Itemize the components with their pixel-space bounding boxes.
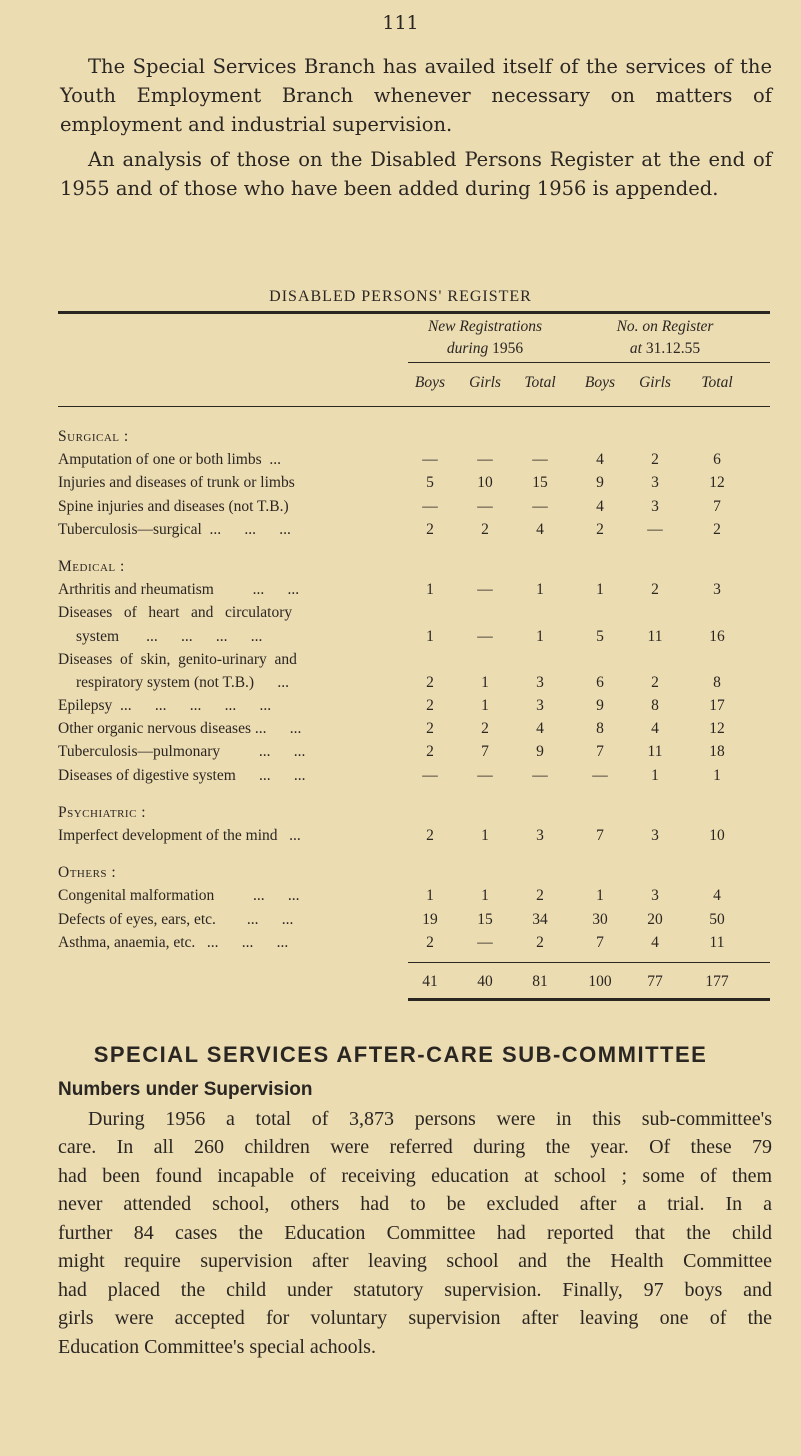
cell-value: 2 — [596, 520, 604, 538]
cell-value: 4 — [536, 520, 544, 538]
section-label: Psychiatric : — [58, 803, 147, 821]
group-heading-line: New Registrations — [427, 318, 543, 335]
cell-value: 9 — [536, 743, 544, 761]
cell-value: 18 — [709, 743, 725, 761]
cell-value: 2 — [651, 581, 659, 599]
column-header-boys: Boys — [584, 374, 616, 391]
row-label: Amputation of one or both limbs ... — [58, 451, 282, 469]
cell-value: 2 — [536, 887, 544, 905]
paragraph-line: never attended school, others had to be excluded after a trial. In a — [58, 1193, 772, 1215]
cell-value: 1 — [426, 887, 434, 905]
section-label: Surgical : — [58, 428, 129, 445]
cell-value: 2 — [426, 520, 434, 538]
table-top-rule — [58, 311, 770, 314]
column-header-total: Total — [524, 374, 556, 391]
cell-value: 34 — [532, 910, 548, 928]
paragraph-line: might require supervision after leaving school and the Health Committee — [58, 1250, 772, 1272]
cell-value: 1 — [481, 697, 489, 715]
cell-value: 11 — [647, 627, 663, 645]
cell-value: 12 — [709, 720, 725, 738]
paragraph-line: further 84 cases the Education Committee had reported that the child — [58, 1221, 772, 1244]
cell-value: 15 — [532, 474, 548, 492]
table-row — [58, 743, 770, 766]
intro-paragraph-1 — [60, 52, 772, 139]
section-row — [58, 428, 770, 451]
cell-value: 1 — [426, 627, 434, 645]
section-title: SPECIAL SERVICES AFTER-CARE SUB-COMMITTEE — [93, 1042, 708, 1067]
table-row — [58, 767, 770, 790]
cell-value: 4 — [596, 451, 604, 469]
cell-value: 1 — [426, 581, 434, 599]
cell-value: 1 — [651, 766, 659, 784]
table-row — [58, 720, 770, 743]
header-rule — [408, 362, 770, 363]
total-value: 81 — [532, 973, 548, 990]
cell-value: 8 — [713, 673, 721, 691]
table-row — [58, 628, 770, 651]
cell-value: 4 — [596, 497, 604, 515]
cell-value: 50 — [709, 910, 725, 928]
row-label: Tuberculosis—pulmonary ... ... — [58, 743, 306, 761]
cell-value: 12 — [709, 474, 725, 492]
cell-value: 1 — [713, 766, 721, 784]
cell-value: — — [422, 451, 438, 469]
cell-value: 3 — [536, 697, 544, 715]
cell-value: 2 — [426, 673, 434, 691]
column-header-total: Total — [701, 374, 733, 391]
table-row — [58, 674, 770, 697]
row-label: Epilepsy ... ... ... ... ... — [58, 697, 272, 715]
row-label: Asthma, anaemia, etc. ... ... ... — [58, 933, 289, 951]
cell-value: 6 — [713, 451, 721, 469]
cell-value: 2 — [713, 520, 721, 538]
column-header-boys: Boys — [414, 374, 446, 391]
cell-value: 15 — [477, 910, 493, 928]
group-heading-line: No. on Register — [616, 318, 714, 335]
group-heading-word: at — [629, 340, 642, 357]
section-label: Medical : — [58, 557, 125, 575]
cell-value: 3 — [651, 887, 659, 905]
cell-value: 3 — [536, 827, 544, 844]
cell-value: 9 — [596, 697, 604, 715]
paragraph-line: care. In all 260 children were referred during the year. Of these 79 — [58, 1136, 772, 1158]
row-label: Tuberculosis—surgical ... ... ... — [58, 520, 291, 538]
group-heading-date: 31.12.55 — [645, 340, 701, 357]
table-row — [58, 474, 770, 497]
table-title: DISABLED PERSONS' REGISTER — [269, 288, 532, 305]
cell-value: — — [422, 497, 438, 515]
row-label: Defects of eyes, ears, etc. ... ... — [58, 910, 294, 928]
cell-value: 2 — [426, 827, 434, 844]
table-row — [58, 521, 770, 544]
cell-value: 8 — [651, 697, 659, 715]
intro-paragraph-2 — [60, 145, 772, 203]
cell-value: — — [477, 497, 493, 515]
cell-value: 4 — [651, 933, 659, 951]
column-group-on-register — [580, 316, 750, 360]
table-row — [58, 911, 770, 934]
cell-value: 1 — [481, 887, 489, 905]
subhead-rule — [58, 406, 770, 407]
cell-value: 2 — [426, 720, 434, 738]
row-label: Diseases of heart and circulatory — [58, 604, 293, 622]
section-row — [58, 804, 770, 827]
paragraph-line: Education Committee's special achools. — [58, 1335, 376, 1358]
cell-value: 9 — [596, 474, 604, 492]
cell-value: — — [532, 766, 548, 784]
cell-value: — — [532, 451, 548, 469]
section-row — [58, 864, 770, 887]
row-label: Other organic nervous diseases ... ... — [58, 720, 302, 738]
row-label: Diseases of digestive system ... ... — [58, 766, 306, 784]
cell-value: 1 — [481, 827, 489, 844]
table-row — [58, 581, 770, 604]
totals-rule — [408, 962, 770, 963]
cell-value: 2 — [651, 451, 659, 469]
cell-value: 2 — [426, 743, 434, 761]
section-row — [58, 558, 770, 581]
row-label: Congenital malformation ... ... — [58, 887, 300, 905]
cell-value: 2 — [536, 933, 544, 951]
paragraph-line: had placed the child under statutory supervision. Finally, 97 boys and — [58, 1278, 772, 1301]
cell-value: 2 — [426, 933, 434, 951]
cell-value: — — [477, 766, 493, 784]
cell-value: 3 — [713, 581, 721, 599]
cell-value: 3 — [651, 474, 659, 492]
table-row — [58, 887, 770, 910]
cell-value: 4 — [713, 887, 721, 905]
cell-value: — — [477, 627, 493, 645]
cell-value: — — [532, 497, 548, 515]
total-value: 177 — [705, 973, 729, 990]
table-bottom-rule — [408, 998, 770, 1001]
cell-value: 16 — [709, 627, 725, 645]
cell-value: 19 — [422, 910, 438, 928]
paragraph-line: had been found incapable of receiving education at school ; some of them — [58, 1164, 772, 1187]
table-row — [58, 827, 770, 850]
cell-value: 2 — [426, 697, 434, 715]
cell-value: 1 — [536, 581, 544, 599]
paragraph-line: During 1956 a total of 3,873 persons were in this sub-committee's — [88, 1107, 772, 1130]
row-label: Injuries and diseases of trunk or limbs — [58, 474, 295, 492]
total-value: 77 — [647, 973, 663, 990]
cell-value: 5 — [426, 474, 434, 492]
cell-value: 1 — [536, 627, 544, 645]
cell-value: 1 — [596, 887, 604, 905]
table-row — [58, 451, 770, 474]
cell-value: — — [592, 766, 608, 784]
cell-value: 4 — [651, 720, 659, 738]
cell-value: 6 — [596, 673, 604, 691]
column-header-girls: Girls — [639, 374, 671, 391]
table-body — [58, 428, 770, 957]
cell-value: — — [477, 451, 493, 469]
cell-value: 10 — [709, 827, 725, 844]
column-group-new-registrations — [400, 316, 570, 360]
column-header-girls: Girls — [469, 374, 501, 391]
cell-value: 11 — [709, 933, 725, 951]
cell-value: 17 — [709, 697, 725, 715]
cell-value: — — [422, 766, 438, 784]
table-row — [58, 498, 770, 521]
cell-value: 1 — [596, 581, 604, 599]
group-heading-year: 1956 — [492, 340, 524, 357]
row-label: Diseases of skin, genito-urinary and — [58, 650, 297, 668]
total-value: 41 — [422, 973, 438, 990]
row-label: Imperfect development of the mind ... — [58, 827, 301, 844]
group-heading-word: during — [446, 340, 489, 357]
cell-value: 7 — [481, 743, 489, 761]
total-value: 40 — [477, 973, 493, 990]
cell-value: 2 — [651, 673, 659, 691]
cell-value: 4 — [536, 720, 544, 738]
row-label: Spine injuries and diseases (not T.B.) — [58, 497, 289, 515]
table-row — [58, 651, 770, 674]
cell-value: — — [647, 520, 663, 538]
cell-value: — — [477, 581, 493, 599]
cell-value: 20 — [647, 910, 663, 928]
cell-value: 1 — [481, 673, 489, 691]
row-label: respiratory system (not T.B.) ... — [76, 673, 289, 691]
cell-value: 3 — [651, 827, 659, 844]
cell-value: 8 — [596, 720, 604, 738]
table-row — [58, 697, 770, 720]
cell-value: 11 — [647, 743, 663, 761]
row-label: system ... ... ... ... — [76, 627, 263, 645]
cell-value: 7 — [596, 827, 604, 844]
cell-value: 7 — [713, 497, 721, 515]
row-label: Arthritis and rheumatism ... ... — [58, 581, 300, 599]
cell-value: 10 — [477, 474, 493, 492]
cell-value: 5 — [596, 627, 604, 645]
intro-text-2: An analysis of those on the Disabled Persons Register at the end of 1955 and of those who have been added during 1956 is appended. — [60, 148, 772, 200]
cell-value: 3 — [651, 497, 659, 515]
section-label: Others : — [58, 864, 117, 882]
table-row — [58, 934, 770, 957]
intro-text-1: The Special Services Branch has availed itself of the services of the Youth Employment Branch whenever necessary on matters of employment and industrial supervision. — [60, 55, 772, 136]
page-number: 111 — [382, 12, 419, 34]
table-row — [58, 604, 770, 627]
cell-value: 7 — [596, 743, 604, 761]
total-value: 100 — [588, 973, 612, 990]
cell-value: 7 — [596, 933, 604, 951]
cell-value: 2 — [481, 720, 489, 738]
cell-value: 3 — [536, 673, 544, 691]
subheading: Numbers under Supervision — [58, 1079, 313, 1100]
paragraph-line: girls were accepted for voluntary supervision after leaving one of the — [58, 1307, 772, 1329]
supervision-paragraph — [58, 1076, 772, 1361]
cell-value: — — [477, 933, 493, 951]
cell-value: 30 — [592, 910, 608, 928]
cell-value: 2 — [481, 520, 489, 538]
